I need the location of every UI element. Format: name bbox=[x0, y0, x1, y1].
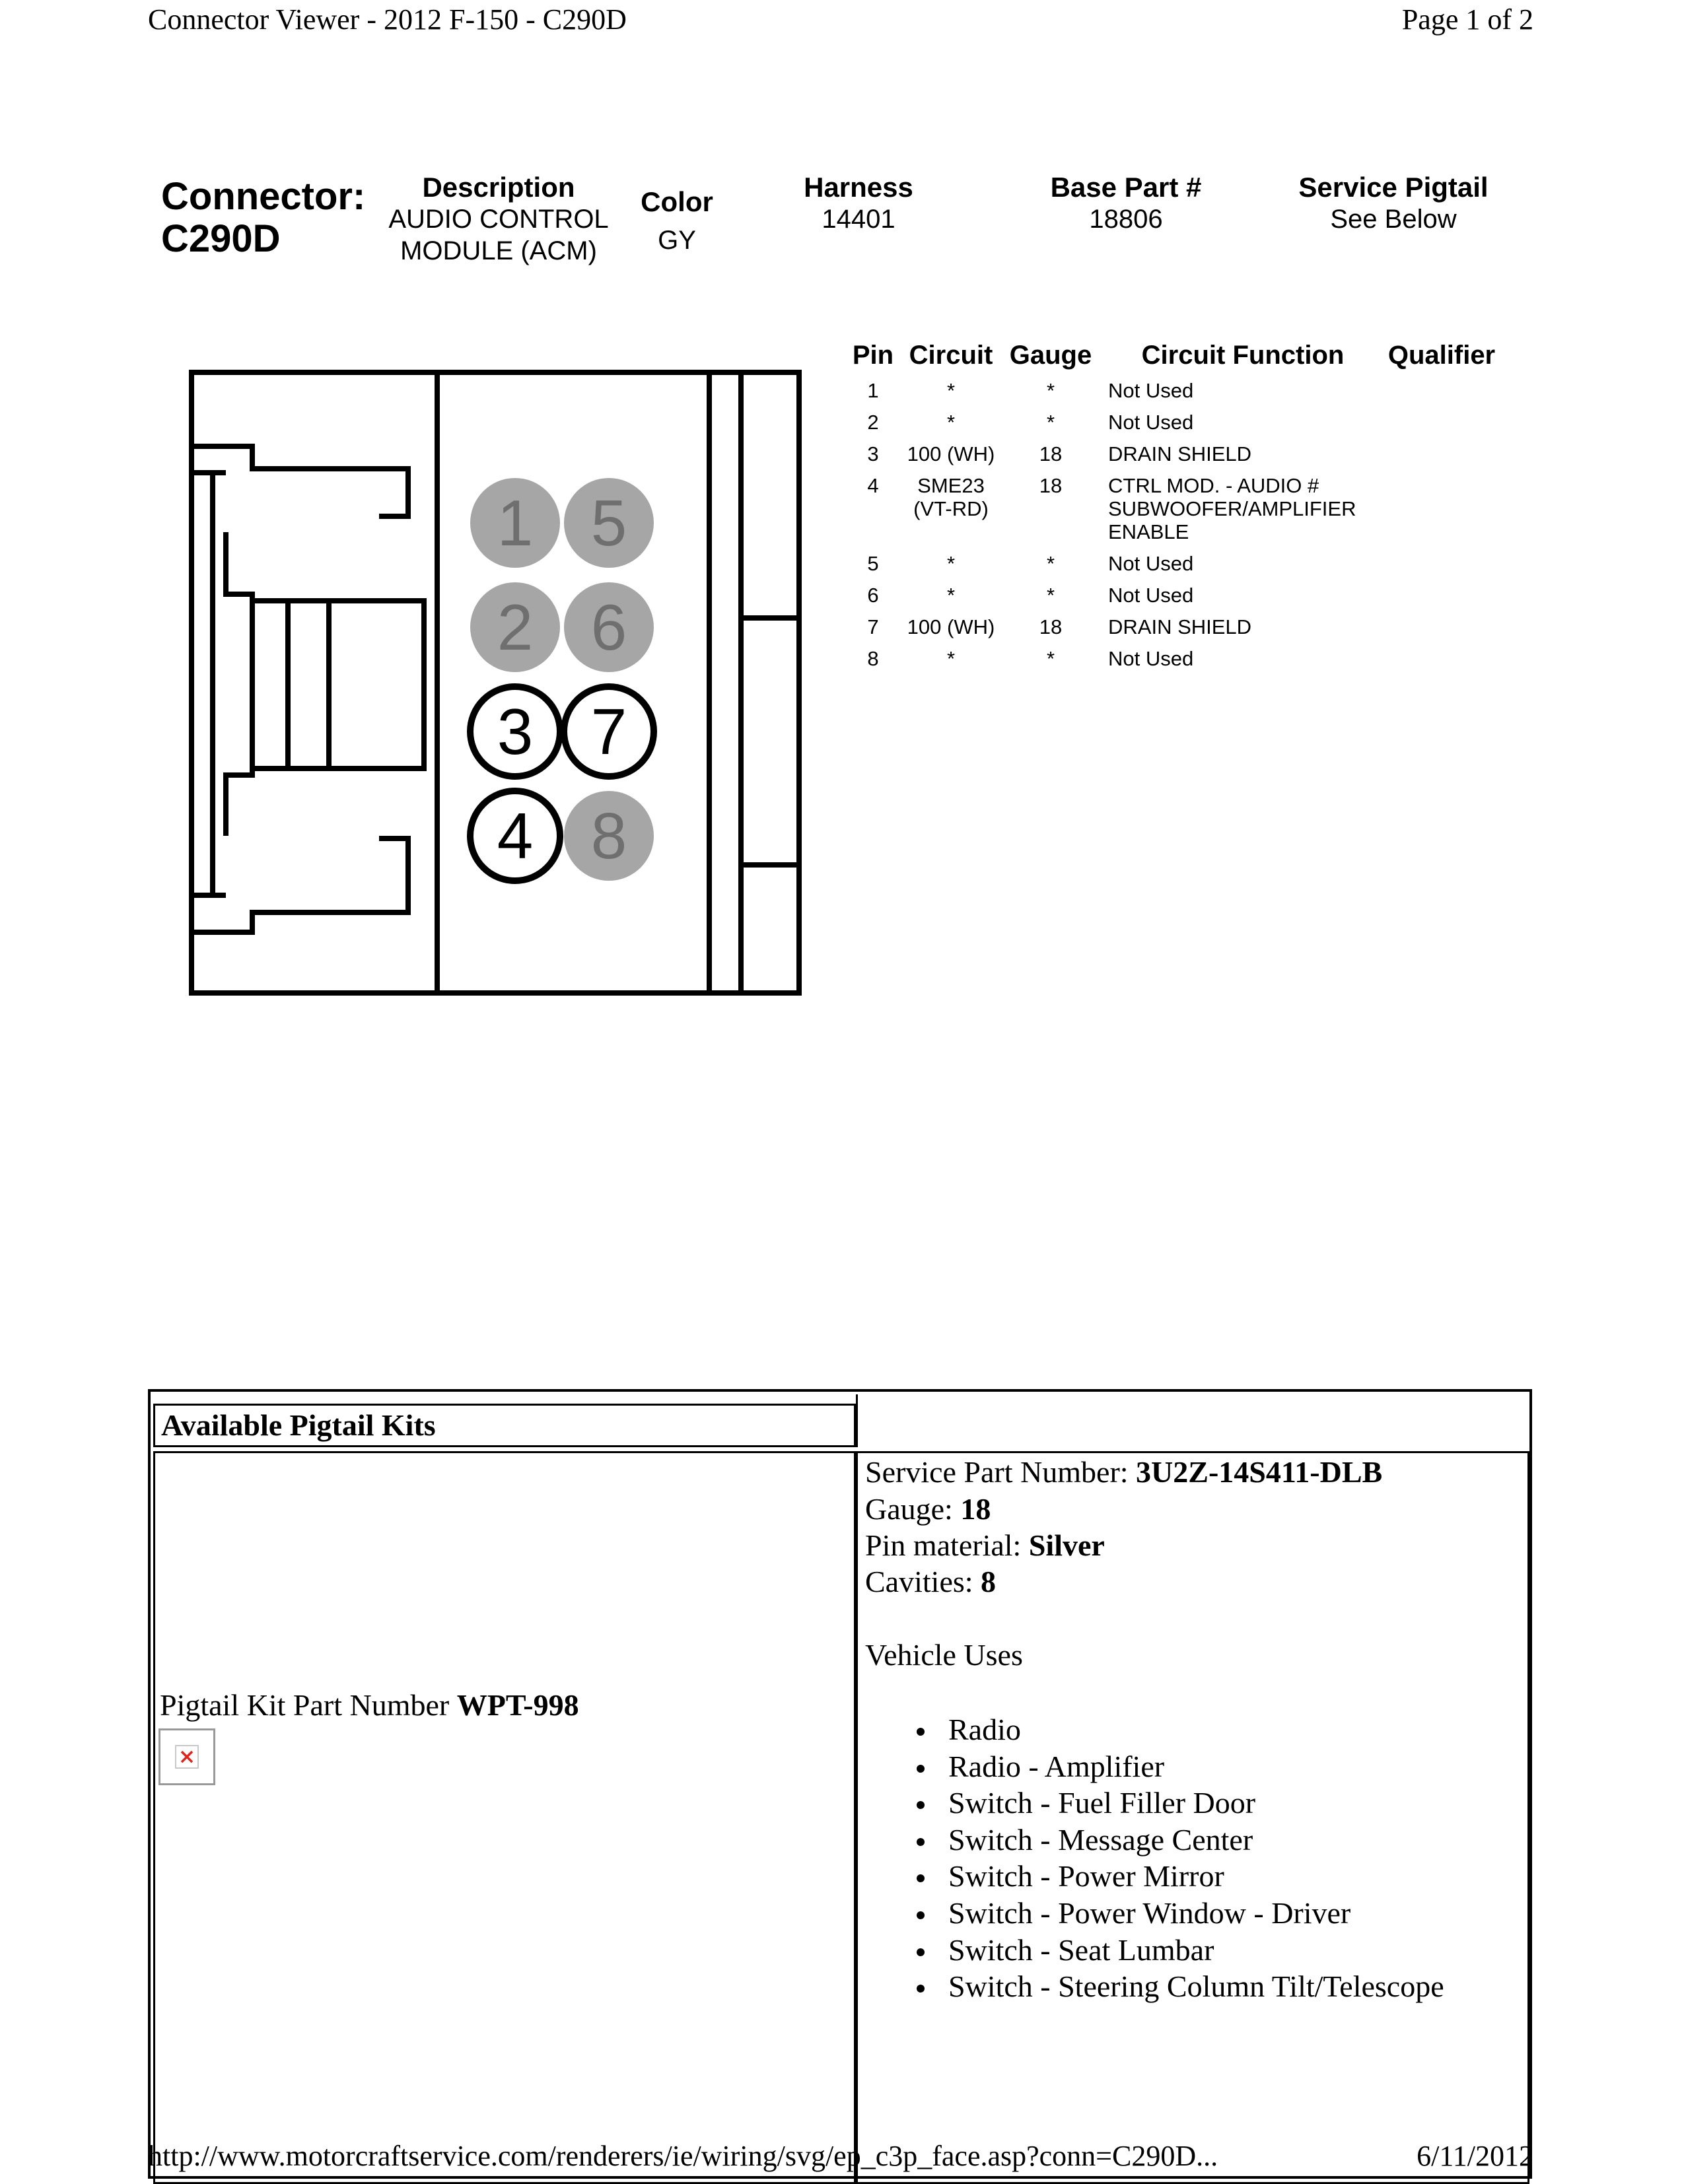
vehicle-uses-title: Vehicle Uses bbox=[865, 1638, 1023, 1672]
broken-image-icon[interactable] bbox=[158, 1728, 215, 1785]
pin-material-value: Silver bbox=[1028, 1528, 1105, 1562]
qualifier-cell bbox=[1386, 548, 1498, 580]
function-cell: Not Used bbox=[1108, 584, 1194, 607]
table-row bbox=[845, 580, 1498, 611]
broken-image-placeholder bbox=[175, 1745, 199, 1769]
description-line-2: MODULE (ACM) bbox=[400, 236, 597, 265]
pigtail-cavities bbox=[865, 1563, 996, 1600]
page-footer-url[interactable]: http://www.motorcraftservice.com/renderers/ie/wiring/svg/ep_c3p_face.asp?conn=C290D... bbox=[148, 2140, 1218, 2172]
pin-1-label: 1 bbox=[497, 487, 534, 559]
pin-table-header-row bbox=[845, 335, 1498, 375]
gauge-cell: * bbox=[1046, 411, 1055, 434]
circuit-cell: * bbox=[946, 584, 956, 607]
base-part-header: Base Part # bbox=[1050, 172, 1202, 203]
pin-2-label: 2 bbox=[497, 591, 534, 664]
list-item: Radio - Amplifier bbox=[911, 1748, 1444, 1785]
harness-header: Harness bbox=[804, 172, 913, 203]
function-cell: Not Used bbox=[1108, 379, 1194, 402]
list-item: Switch - Power Window - Driver bbox=[911, 1895, 1444, 1932]
vehicle-uses-list bbox=[911, 1711, 1444, 2005]
gauge-value: 18 bbox=[960, 1492, 991, 1526]
pin-5-label: 5 bbox=[590, 487, 627, 559]
base-part-column bbox=[1030, 172, 1222, 235]
gauge-cell: 18 bbox=[1039, 442, 1063, 465]
pin-cell: 4 bbox=[867, 474, 879, 497]
pin-cell: 1 bbox=[867, 379, 879, 402]
pin-cell: 5 bbox=[867, 552, 879, 575]
pin-3-label: 3 bbox=[497, 695, 534, 768]
pigtail-header-empty-cell bbox=[856, 1394, 1529, 1447]
list-item: Radio bbox=[911, 1711, 1444, 1748]
pin-cell: 3 bbox=[867, 442, 879, 465]
qualifier-cell bbox=[1386, 611, 1498, 643]
service-pigtail-value: See Below bbox=[1330, 205, 1457, 234]
circuit-cell: 100 (WH) bbox=[907, 615, 995, 638]
gauge-cell: * bbox=[1046, 379, 1055, 402]
table-row bbox=[845, 375, 1498, 407]
connector-housing bbox=[192, 372, 799, 993]
page-number: Page 1 of 2 bbox=[1401, 3, 1533, 36]
circuit-cell bbox=[901, 470, 1001, 548]
function-cell: Not Used bbox=[1108, 411, 1194, 434]
function-cell-line: CTRL MOD. - AUDIO # bbox=[1108, 474, 1319, 497]
list-item: Switch - Seat Lumbar bbox=[911, 1932, 1444, 1969]
qualifier-column-header: Qualifier bbox=[1387, 340, 1496, 370]
pigtail-gauge bbox=[865, 1491, 991, 1528]
page-header-title: Connector Viewer - 2012 F-150 - C290D bbox=[148, 3, 627, 36]
function-cell-line: ENABLE bbox=[1108, 520, 1189, 543]
pin-6-label: 6 bbox=[590, 591, 627, 664]
function-cell: DRAIN SHIELD bbox=[1108, 442, 1252, 465]
connector-label-title: Connector: bbox=[161, 175, 366, 218]
list-item: Switch - Fuel Filler Door bbox=[911, 1785, 1444, 1822]
page-footer-date: 6/11/2012 bbox=[1417, 2140, 1533, 2172]
table-row bbox=[845, 643, 1498, 675]
pigtail-pin-material bbox=[865, 1527, 1105, 1564]
service-part-number bbox=[865, 1454, 1382, 1491]
list-item: Switch - Steering Column Tilt/Telescope bbox=[911, 1968, 1444, 2005]
qualifier-cell bbox=[1386, 375, 1498, 407]
function-cell: Not Used bbox=[1108, 647, 1194, 670]
gauge-cell: * bbox=[1046, 647, 1055, 670]
pin-cell: 7 bbox=[867, 615, 879, 638]
connector-pins bbox=[470, 478, 654, 881]
qualifier-cell bbox=[1386, 407, 1498, 438]
color-header: Color bbox=[641, 186, 713, 217]
gauge-cell: 18 bbox=[1039, 474, 1063, 497]
kit-part-label: Pigtail Kit Part Number bbox=[160, 1688, 457, 1722]
circuit-cell: * bbox=[946, 379, 956, 402]
table-row bbox=[845, 407, 1498, 438]
service-part-value: 3U2Z-14S411-DLB bbox=[1136, 1455, 1383, 1489]
description-line-1: AUDIO CONTROL bbox=[388, 205, 609, 234]
circuit-cell: * bbox=[946, 647, 956, 670]
table-row bbox=[845, 470, 1498, 548]
pin-column-header: Pin bbox=[852, 340, 894, 370]
pin-cell: 2 bbox=[867, 411, 879, 434]
pin-8-label: 8 bbox=[590, 800, 627, 872]
kit-part-value: WPT-998 bbox=[456, 1688, 579, 1722]
qualifier-cell bbox=[1386, 580, 1498, 611]
qualifier-cell bbox=[1386, 643, 1498, 675]
function-column-header: Circuit Function bbox=[1141, 340, 1345, 370]
function-cell: DRAIN SHIELD bbox=[1108, 615, 1252, 638]
cavities-value: 8 bbox=[981, 1565, 997, 1598]
gauge-label: Gauge: bbox=[865, 1492, 961, 1526]
pin-cell: 6 bbox=[867, 584, 879, 607]
harness-column bbox=[766, 172, 951, 235]
function-cell-line: SUBWOOFER/AMPLIFIER bbox=[1108, 497, 1356, 520]
description-column bbox=[370, 172, 627, 267]
pin-7-label: 7 bbox=[590, 695, 627, 768]
list-item: Switch - Power Mirror bbox=[911, 1858, 1444, 1895]
circuit-column-header: Circuit bbox=[909, 340, 993, 370]
circuit-cell-line: SME23 bbox=[917, 474, 985, 497]
table-row bbox=[845, 548, 1498, 580]
color-column bbox=[621, 186, 733, 256]
connector-label bbox=[161, 176, 365, 260]
service-pigtail-header: Service Pigtail bbox=[1298, 172, 1489, 203]
qualifier-cell bbox=[1386, 470, 1498, 548]
qualifier-cell bbox=[1386, 438, 1498, 470]
harness-value: 14401 bbox=[822, 205, 895, 234]
connector-id: C290D bbox=[161, 217, 281, 260]
description-header: Description bbox=[422, 172, 575, 203]
pin-cell: 8 bbox=[867, 647, 879, 670]
circuit-cell: * bbox=[946, 411, 956, 434]
circuit-cell-line: (VT-RD) bbox=[913, 497, 989, 520]
pigtail-section-title: Available Pigtail Kits bbox=[161, 1408, 436, 1442]
pin-material-label: Pin material: bbox=[865, 1528, 1029, 1562]
function-cell: Not Used bbox=[1108, 552, 1194, 575]
circuit-cell: * bbox=[946, 552, 956, 575]
gauge-cell: 18 bbox=[1039, 615, 1063, 638]
circuit-cell: 100 (WH) bbox=[907, 442, 995, 465]
gauge-cell: * bbox=[1046, 552, 1055, 575]
service-pigtail-column bbox=[1268, 172, 1519, 235]
pigtail-kit-cell bbox=[153, 1451, 856, 2184]
connector-face-diagram bbox=[178, 357, 812, 1004]
gauge-cell: * bbox=[1046, 584, 1055, 607]
list-item: Switch - Message Center bbox=[911, 1822, 1444, 1859]
cavities-label: Cavities: bbox=[865, 1565, 981, 1598]
pin-4-label: 4 bbox=[497, 800, 534, 872]
base-part-value: 18806 bbox=[1089, 205, 1163, 234]
table-row bbox=[845, 611, 1498, 643]
close-icon bbox=[176, 1746, 197, 1767]
color-value: GY bbox=[658, 226, 696, 255]
gauge-column-header: Gauge bbox=[1009, 340, 1092, 370]
table-row bbox=[845, 438, 1498, 470]
pin-table bbox=[845, 335, 1498, 675]
function-cell bbox=[1100, 470, 1386, 548]
pigtail-kit-part-number bbox=[160, 1688, 579, 1723]
service-part-label: Service Part Number: bbox=[865, 1455, 1137, 1489]
